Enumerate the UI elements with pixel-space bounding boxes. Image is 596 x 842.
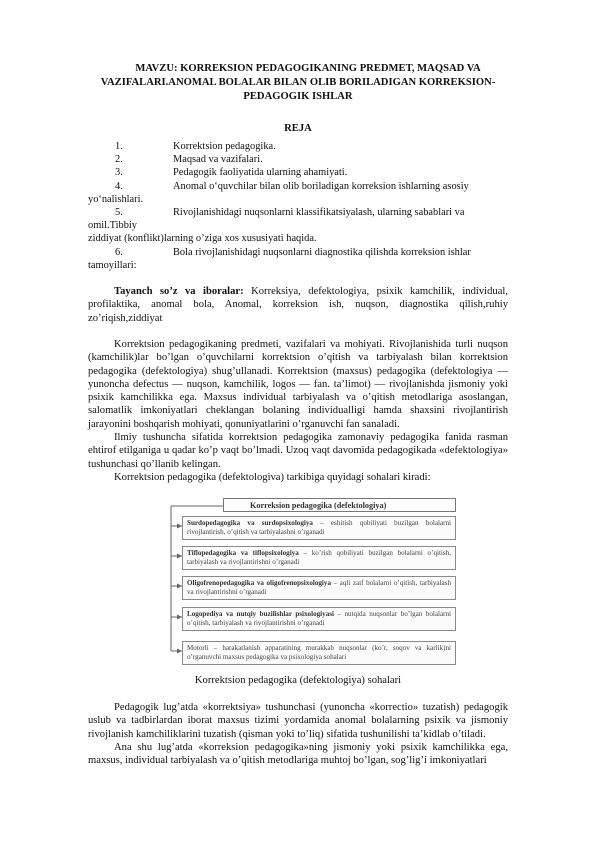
plan-item: 4. Anomal o‘quvchilar bilan olib boriladigan korreksion ishlarning asosiy yo‘nalishlari.	[88, 180, 469, 205]
title-line-2: VAZIFALARI.ANOMAL BOLALAR BILAN OLIB BORILADIGAN KORREKSION-	[100, 77, 496, 88]
plan-item: 3. Pedagogik faoliyatida ularning ahamiyati.	[115, 167, 348, 179]
diagram-box: Surdopedagogika va surdopsixologiya – eshitish qobiliyati buzilgan bolalarni rivojlantirish, o’qitish va tarbiyalashni o’rganadi	[182, 516, 456, 540]
title-line-3: PEDAGOGIK ISHLAR	[243, 91, 353, 102]
plan-item: 1. Korrektsion pedagogika.	[115, 141, 276, 152]
plan-item: 5. Rivojlanishidagi nuqsonlarni klassifikatsiyalash, ularning sabablari va omil.Tibbiy ziddiyat (konflikt)larning o’ziga xos xususiyati haqida.	[88, 207, 465, 245]
diagram-box: Tiflopedagogika va tiflopsixologiya – ko’rish qobiliyati buzilgan bolalarni o’qitish, tarbiyalash va rivojlantirishni o’rganadi	[182, 546, 456, 570]
body-paragraph: Korrektsion pedagogika (defektologiva) tarkibiga quyidagi sohalari kiradi:	[114, 471, 431, 483]
diagram-box: Logopediya va nutqiy buzilishlar psixologiyasi – nutqida nuqsonlar bo’lgan bolalarni o’qitish, tarbiyalash va rivojlantirishni o’rganadi	[182, 607, 456, 631]
plan-heading: REJA	[284, 123, 312, 134]
body-paragraph: Korrektsion pedagogikaning predmeti, vazifalari va mohiyati. Rivojlanishida turli nuqson (kamchilik)lar bo’lgan o’quvchilarni korrektsion o’qitish va tarbiyalash bilan korrektsion pedagogika (defektologiya) shug’ullanadi. Korrektsion (maxsus) pedagogika (defektologiya — yunoncha defectus — nuqson, kamchilik, logos — fan. ta’limot) — rivojlanishda jismoniy yoki psixik kamchilikka ega. Maxsus individual tarbiyalash va o’qitish metodlariga asoslangan, salomatlik imkoniyatlari cheklangan bolaning individualligi hamda shaxsini rivojlantirish jarayonini boshqarish mohiyati, qonuniyatlarini o’rganuvchi fan sanaladi.	[88, 338, 508, 430]
diagram-caption: Korrektsion pedagogika (defektologiya) sohalari	[194, 675, 402, 687]
diagram-box: Motorli – harakatlanish apparatining murakkab nuqsonlar (ko’r, soqov va karlik)ni o’rganuvchi maxsus pedagogika va psixologiya sohalari	[182, 641, 456, 665]
plan-list	[88, 140, 508, 272]
diagram-header: Korreksion pedagogika (defektologiya)	[223, 498, 456, 512]
plan-item: 2. Maqsad va vazifalari.	[115, 154, 263, 166]
diagram-box: Oligofrenopedagogika va oligofrenopsixologiya – aqli zaif bolalarni o’qitish, tarbiyalash va rivojlantirishni o’rganadi	[182, 576, 456, 600]
body-paragraph: Ilmiy tushuncha sifatida korrektsion pedagogika zamonaviy pedagogika fanida rasman ehtirof etilganiga u qadar ko’p vaqt bo’lmadi. Uzoq vaqt davomida pedagogikada «defektologiya» tushunchasi qo’llanib kelingan.	[88, 432, 508, 470]
document-title	[88, 62, 508, 104]
document-page	[88, 62, 508, 768]
domains-diagram	[161, 496, 461, 664]
keywords-label: Tayanch so’z va iboralar:	[114, 286, 244, 298]
plan-item: 6. Bola rivojlanishidagi nuqsonlarni diagnostika qilishda korreksion ishlar tamoyillari:	[88, 246, 471, 271]
body-paragraph: Pedagogik lug’atda «korrektsiya» tushunchasi (yunoncha «korrectio» tuzatish) pedagogik uslub va tadbirlardan iborat maxsus tizimi yordamida anomal bolalarning psixik va jismoniy rivojlanish kamchiliklarini tuzatish (qisman yoki to’liq) sifatida tushunilishi ta’kidlab o’tiladi.	[88, 702, 508, 740]
keywords-paragraph	[88, 285, 508, 325]
body-paragraph: Ana shu lug’atda «korreksion pedagogika»ning jismoniy yoki psixik kamchilikka ega, maxsus, individual tarbiyalash va o’qitish metodlariga muhtoj bo’lgan, sog’lig’i imkoniyatlari	[88, 742, 508, 767]
keywords-text: Korreksiya, defektologiya, psixik kamchilik, individual, profilaktika, anomal bola, Anomal, korreksion ish, nuqson, diagnostika qilish,ruhiy zo’riqish,ziddiyat	[88, 286, 509, 324]
title-line-1: MAVZU: KORREKSION PEDAGOGIKANING PREDMET, MAQSAD VA	[135, 63, 481, 74]
